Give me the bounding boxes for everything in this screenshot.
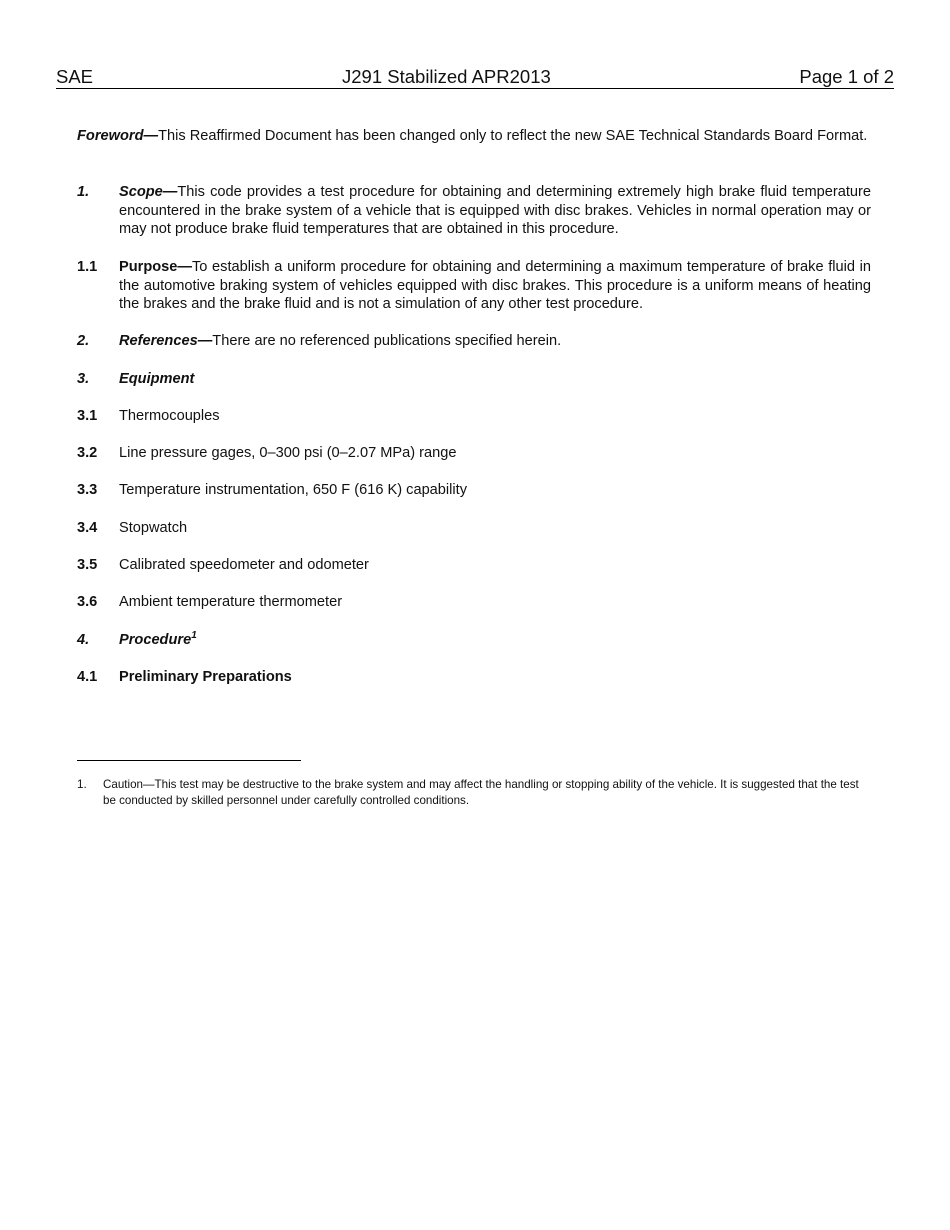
equipment-item — [77, 444, 871, 463]
section-number: 4. — [77, 632, 90, 648]
section-title: References— — [119, 333, 213, 349]
item-text: Stopwatch — [119, 520, 188, 536]
item-text: Thermocouples — [119, 408, 220, 424]
item-text: Line pressure gages, 0–300 psi (0–2.07 MPa) range — [119, 445, 457, 461]
item-text: Calibrated speedometer and odometer — [119, 557, 369, 573]
foreword-paragraph — [77, 127, 871, 146]
section-text: This code provides a test procedure for obtaining and determining extremely high brake fluid temperature encountered in the brake system of a vehicle that is equipped with disc brakes. Vehicles in normal operation may or may not produce brake fluid temperatures that are obtained in this procedure. — [119, 184, 871, 238]
equipment-item — [77, 481, 871, 500]
section-title: Purpose— — [119, 259, 192, 275]
section-number: 3. — [77, 371, 90, 387]
section-references — [77, 332, 871, 351]
footnote-text: Caution—This test may be destructive to the brake system and may affect the handling or stopping ability of the vehicle. It is suggested that the test be conducted by skilled personnel under carefully controlled conditions. — [103, 778, 859, 807]
section-text: There are no referenced publications specified herein. — [212, 333, 562, 349]
item-number: 3.3 — [77, 482, 98, 498]
item-number: 3.6 — [77, 594, 98, 610]
item-number: 3.4 — [77, 520, 98, 536]
header-page-number: Page 1 of 2 — [799, 66, 894, 87]
section-procedure — [77, 631, 871, 650]
section-equipment — [77, 370, 871, 389]
foreword-text: This Reaffirmed Document has been changed only to reflect the new SAE Technical Standards Board Format. — [158, 128, 868, 144]
section-text: To establish a uniform procedure for obtaining and determining a maximum temperature of brake fluid in the automotive braking system of vehicles equipped with disc brakes. This procedure is a uniform means of heating the brakes and the brake fluid and is not a simulation of any other test procedure. — [119, 259, 871, 313]
section-purpose — [77, 258, 871, 314]
header-document-id: J291 Stabilized APR2013 — [342, 66, 551, 87]
item-number: 3.1 — [77, 408, 98, 424]
section-title: Preliminary Preparations — [119, 669, 292, 685]
item-text: Ambient temperature thermometer — [119, 594, 343, 610]
section-number: 2. — [77, 333, 90, 349]
section-scope — [77, 183, 871, 239]
section-title: Equipment — [119, 371, 195, 387]
item-number: 3.5 — [77, 557, 98, 573]
section-title: Scope— — [119, 184, 178, 200]
item-text: Temperature instrumentation, 650 F (616 K) capability — [119, 482, 467, 498]
foreword-label: Foreword— — [77, 128, 159, 144]
section-preliminary-preparations — [77, 668, 871, 687]
section-number: 4.1 — [77, 669, 98, 685]
section-number: 1.1 — [77, 259, 98, 275]
equipment-item — [77, 519, 871, 538]
footnote-divider — [77, 760, 301, 761]
section-number: 1. — [77, 184, 90, 200]
page-header — [56, 66, 894, 89]
item-number: 3.2 — [77, 445, 98, 461]
header-organization: SAE — [56, 66, 94, 87]
equipment-item — [77, 593, 871, 612]
equipment-item — [77, 407, 871, 426]
footnote-reference[interactable]: 1 — [191, 630, 197, 641]
equipment-item — [77, 556, 871, 575]
section-title: Procedure — [119, 632, 192, 648]
footnote — [77, 777, 871, 809]
footnote-number: 1. — [77, 778, 87, 791]
